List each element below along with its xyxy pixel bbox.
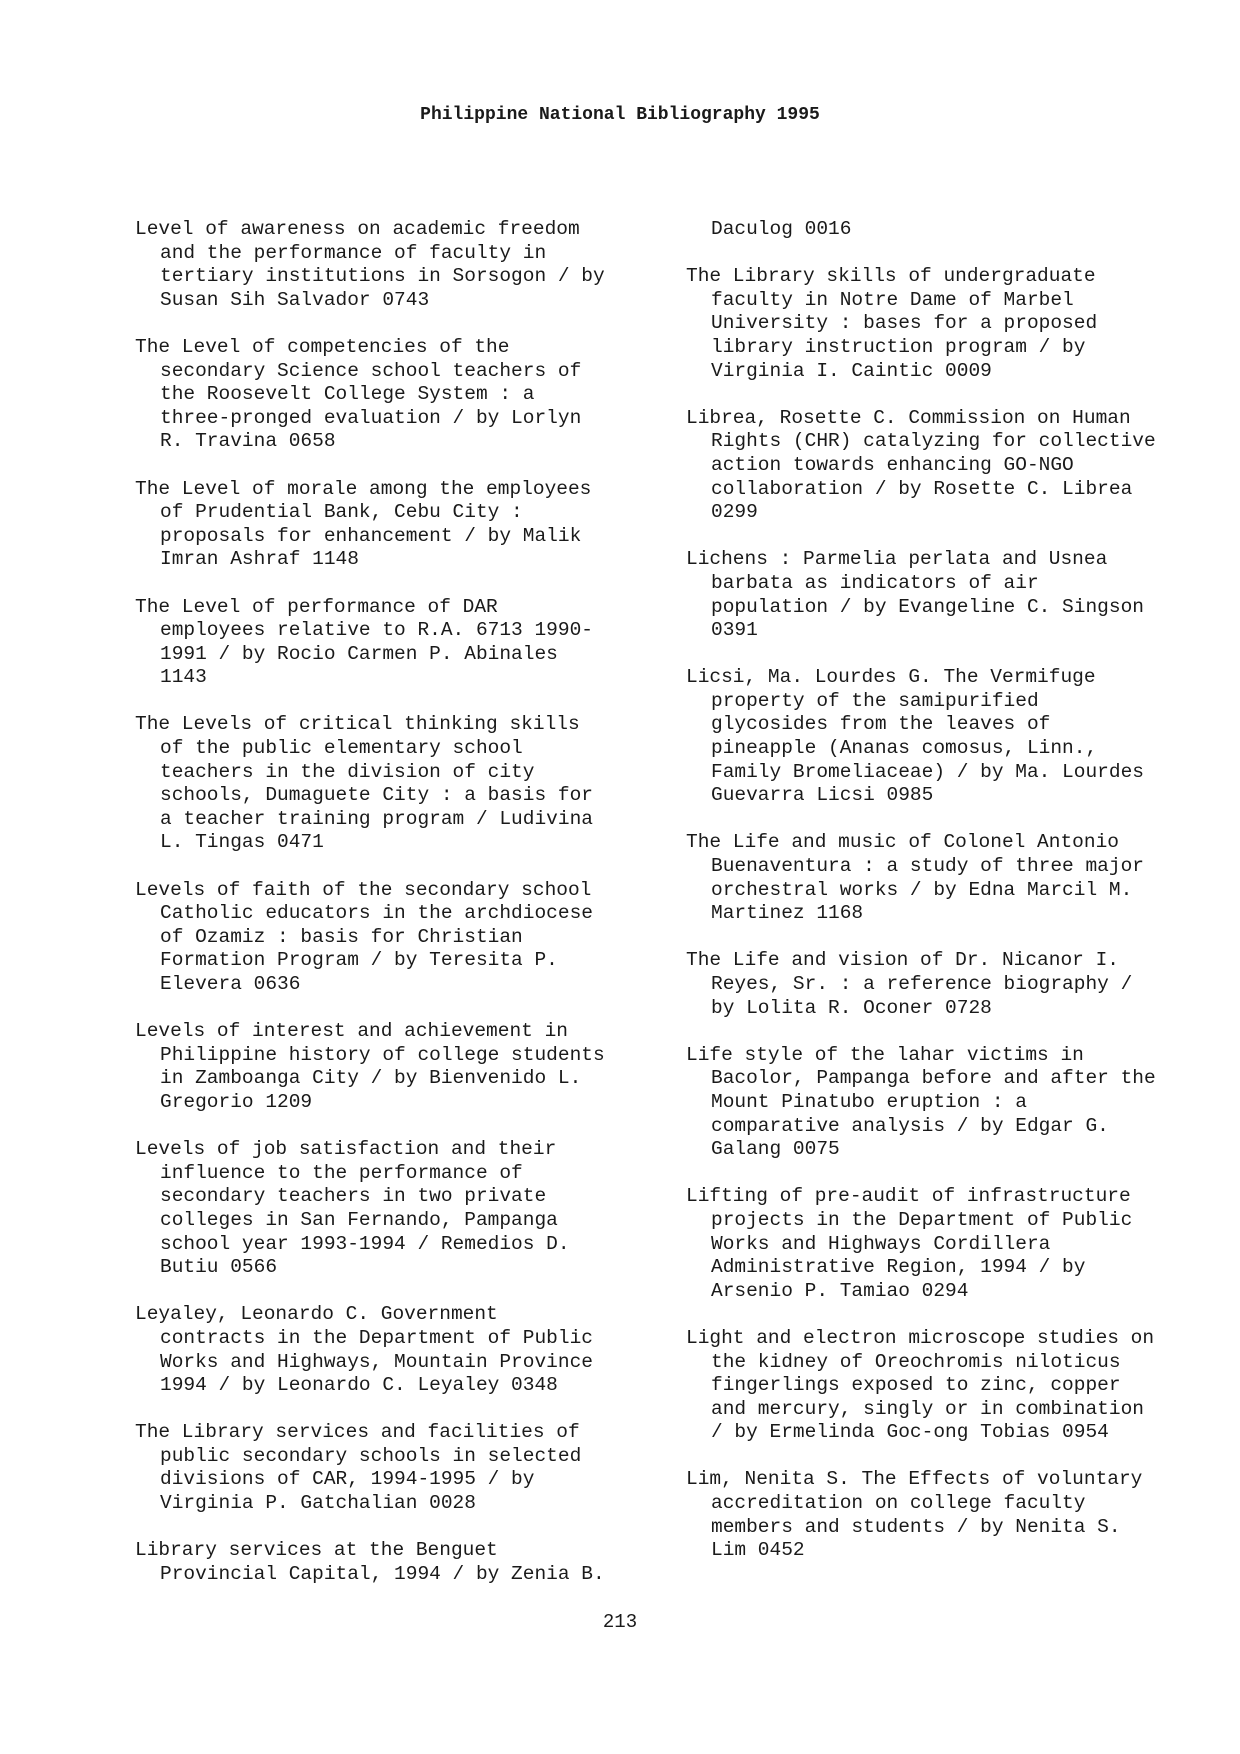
page-title: Philippine National Bibliography 1995 [420, 105, 820, 125]
bibliography-entry: The Levels of critical thinking skills of the public elementary school teachers in the division of city schools, Dumaguete City : a basis for a teacher training program / Ludivina L. Tingas 0471 [135, 713, 593, 854]
page-number: 213 [602, 1611, 638, 1633]
bibliography-entry: Levels of interest and achievement in Philippine history of college students in Zamboanga City / by Bienvenido L. Gregorio 1209 [135, 1020, 605, 1113]
bibliography-entry: The Library skills of undergraduate faculty in Notre Dame of Marbel University : bases for a proposed library instruction program / by Virginia I. Caintic 0009 [686, 265, 1098, 382]
left-column [135, 218, 655, 1586]
bibliography-entry-continuation: Daculog 0016 [711, 218, 852, 240]
bibliography-entry: Levels of job satisfaction and their influence to the performance of secondary teachers in two private colleges in San Fernando, Pampanga school year 1993-1994 / Remedios D. Butiu 0566 [135, 1138, 570, 1279]
bibliography-entry: Lifting of pre-audit of infrastructure projects in the Department of Public Works and Highways Cordillera Administrative Region, 1994 / by Arsenio P. Tamiao 0294 [686, 1185, 1133, 1302]
bibliography-entry: Light and electron microscope studies on the kidney of Oreochromis niloticus fingerlings exposed to zinc, copper and mercury, singly or in combination / by Ermelinda Goc-ong Tobias 0954 [686, 1326, 1155, 1444]
bibliography-entry: Lichens : Parmelia perlata and Usnea barbata as indicators of air population / by Evangeline C. Singson 0391 [686, 548, 1144, 642]
bibliography-entry: The Life and vision of Dr. Nicanor I. Reyes, Sr. : a reference biography / by Lolita R. Oconer 0728 [686, 949, 1133, 1019]
bibliography-entry: The Level of morale among the employees of Prudential Bank, Cebu City : proposals for enhancement / by Malik Imran Ashraf 1148 [135, 477, 592, 571]
bibliography-entry: Lim, Nenita S. The Effects of voluntary accreditation on college faculty members and students / by Nenita S. Lim 0452 [686, 1468, 1143, 1562]
bibliography-entry: The Level of competencies of the secondary Science school teachers of the Roosevelt College System : a three-pronged evaluation / by Lorlyn R. Travina 0658 [135, 335, 582, 453]
bibliography-entry: The Level of performance of DAR employees relative to R.A. 6713 1990- 1991 / by Rocio Carmen P. Abinales 1143 [135, 595, 593, 689]
bibliography-entry: Licsi, Ma. Lourdes G. The Vermifuge property of the samipurified glycosides from the leaves of pineapple (Ananas comosus, Linn., Family Bromeliaceae) / by Ma. Lourdes Guevarra Licsi 0985 [686, 666, 1144, 807]
bibliography-entry: Level of awareness on academic freedom and the performance of faculty in tertiary institutions in Sorsogon / by Susan Sih Salvador 0743 [135, 218, 605, 311]
bibliography-entry: The Life and music of Colonel Antonio Buenaventura : a study of three major orchestral works / by Edna Marcil M. Martinez 1168 [686, 831, 1144, 925]
bibliography-entry: Library services at the Benguet Provincial Capital, 1994 / by Zenia B. [135, 1539, 605, 1585]
right-column [686, 218, 1206, 1563]
bibliography-entry: Levels of faith of the secondary school Catholic educators in the archdiocese of Ozamiz : basis for Christian Formation Program / by Teresita P. Elevera 0636 [135, 878, 593, 995]
bibliography-entry: Leyaley, Leonardo C. Government contracts in the Department of Public Works and Highways, Mountain Province 1994 / by Leonardo C. Leyaley 0348 [135, 1303, 593, 1397]
bibliography-entry: The Library services and facilities of public secondary schools in selected divisions of CAR, 1994-1995 / by Virginia P. Gatchalian 0028 [135, 1421, 582, 1515]
bibliography-entry: Life style of the lahar victims in Bacolor, Pampanga before and after the Mount Pinatubo eruption : a comparative analysis / by Edgar G. Galang 0075 [686, 1043, 1156, 1161]
bibliography-entry: Librea, Rosette C. Commission on Human Rights (CHR) catalyzing for collective action towards enhancing GO-NGO collaboration / by Rosette C. Librea 0299 [686, 406, 1156, 524]
